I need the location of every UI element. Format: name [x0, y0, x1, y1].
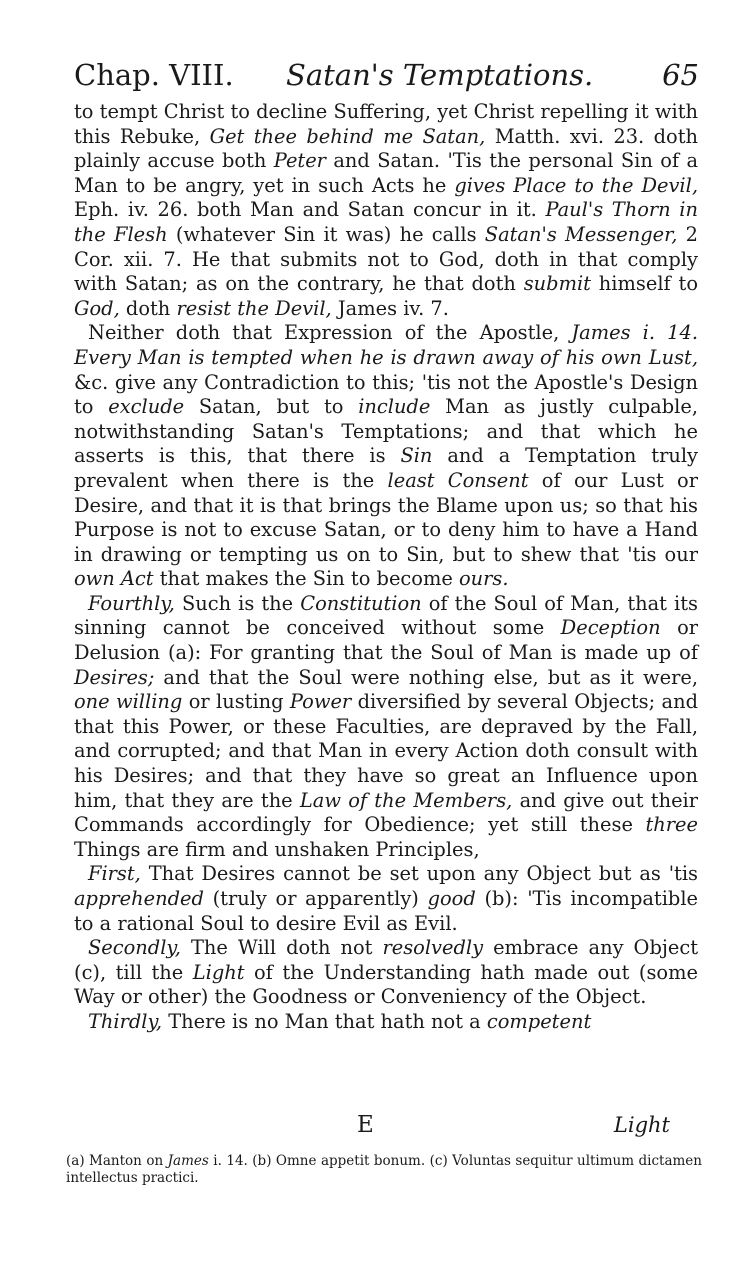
paragraph-6: Thirdly, There is no Man that hath not a competent — [88, 1009, 592, 1033]
paragraph-3: Fourthly, Such is the Constitution of the Soul of Man, that its sinning cannot be conceived without some Deception or Delusion (a): For granting that the Soul of Man is made up of Desires; and that the Soul were nothing else, but as it were, one willing or lusting Power diversified by several Objects; and that this Power, or these Faculties, are depraved by the Fall, and corrupted; and that Man in every Action doth consult with his Desires; and that they have so great an Influence upon him, that they are the Law of the Members, and give out their Commands accordingly for Obedience; yet still these three Things are firm and unshaken Principles, — [74, 591, 699, 861]
chapter-label: Chap. VIII. — [74, 58, 234, 92]
running-title: Satan's Temptations. — [286, 58, 594, 92]
signature-mark: E — [357, 1112, 374, 1138]
paragraph-4: First, That Desires cannot be set upon any Object but as 'tis apprehended (truly or apparently) good (b): 'Tis incompatible to a rational Soul to desire Evil as Evil. — [74, 862, 699, 935]
body-text — [74, 100, 698, 1035]
running-header — [74, 58, 699, 94]
footnotes: (a) Manton on James i. 14. (b) Omne appetit bonum. (c) Voluntas sequitur ultimum dictamen intellectus practici. — [66, 1153, 702, 1186]
paragraph-2: Neither doth that Expression of the Apostle, James i. 14. Every Man is tempted when he is drawn away of his own Lust, &c. give any Contradiction to this; 'tis not the Apostle's Design to exclude Satan, but to include Man as justly culpable, notwithstanding Satan's Temptations; and that which he asserts is this, that there is Sin and a Temptation truly prevalent when there is the least Consent of our Lust or Desire, and that it is that brings the Blame upon us; so that his Purpose is not to excuse Satan, or to deny him to have a Hand in drawing or tempting us on to Sin, but to shew that 'tis our own Act that makes the Sin to become ours. — [74, 321, 698, 591]
page-number: 65 — [662, 58, 699, 92]
paragraph-1: to tempt Christ to decline Suffering, yet Christ repelling it with this Rebuke, Get thee behind me Satan, Matth. xvi. 23. doth plainly accuse both Peter and Satan. 'Tis the personal Sin of a Man to be angry, yet in such Acts he gives Place to the Devil, Eph. iv. 26. both Man and Satan concur in it. Paul's Thorn in the Flesh (whatever Sin it was) he calls Satan's Messenger, 2 Cor. xii. 7. He that submits not to God, doth in that comply with Satan; as on the contrary, he that doth submit himself to God, doth resist the Devil, James iv. 7. — [74, 100, 698, 320]
paragraph-5: Secondly, The Will doth not resolvedly embrace any Object (c), till the Light of the Understanding hath made out (some Way or other) the Goodness or Conveniency of the Object. — [74, 936, 699, 1009]
catchword: Light — [613, 1113, 670, 1137]
